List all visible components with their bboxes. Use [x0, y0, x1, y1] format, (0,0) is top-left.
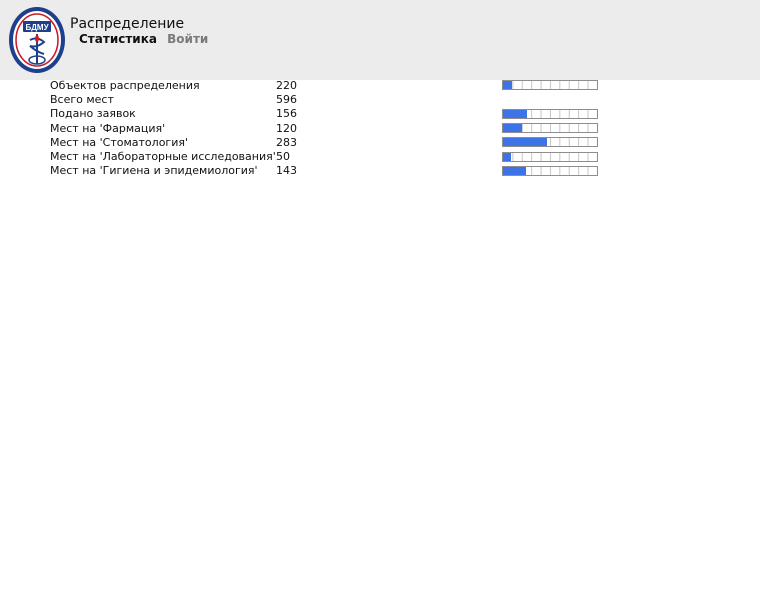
table-row — [50, 78, 598, 92]
progress-bar — [502, 109, 598, 119]
progress-bar — [502, 166, 598, 176]
nav-statistics-link[interactable]: Статистика — [79, 32, 157, 46]
progress-bar — [502, 123, 598, 133]
stat-label: Подано заявок — [50, 107, 136, 121]
table-row — [50, 92, 598, 106]
table-row — [50, 164, 598, 178]
page-header — [0, 0, 760, 80]
progress-fill — [503, 81, 512, 89]
main-nav — [79, 32, 214, 46]
stat-label: Объектов распределения — [50, 78, 200, 92]
stat-value: 143 — [276, 164, 297, 178]
university-logo[interactable] — [8, 6, 66, 74]
table-row — [50, 135, 598, 149]
nav-login-link[interactable]: Войти — [167, 32, 209, 46]
table-row — [50, 121, 598, 135]
stat-value: 120 — [276, 121, 297, 135]
progress-fill — [503, 110, 527, 118]
progress-fill — [503, 138, 547, 146]
table-row — [50, 149, 598, 163]
stat-label: Мест на 'Лабораторные исследования' — [50, 150, 276, 164]
stat-value: 596 — [276, 92, 297, 106]
stat-label: Мест на 'Фармация' — [50, 121, 166, 135]
stat-label: Всего мест — [50, 92, 114, 106]
progress-fill — [503, 167, 526, 175]
stat-value: 220 — [276, 78, 297, 92]
stat-label: Мест на 'Стоматология' — [50, 135, 188, 149]
progress-bar — [502, 80, 598, 90]
progress-bar — [502, 137, 598, 147]
statistics-table — [50, 78, 598, 178]
progress-bar-empty — [502, 94, 598, 104]
site-title: Распределение — [70, 16, 185, 32]
table-row — [50, 107, 598, 121]
stat-value: 50 — [276, 150, 290, 164]
stat-value: 156 — [276, 107, 297, 121]
progress-fill — [503, 153, 511, 161]
stat-value: 283 — [276, 135, 297, 149]
progress-bar — [502, 152, 598, 162]
svg-text:БДМУ: БДМУ — [25, 23, 49, 32]
progress-fill — [503, 124, 522, 132]
stat-label: Мест на 'Гигиена и эпидемиология' — [50, 164, 258, 178]
